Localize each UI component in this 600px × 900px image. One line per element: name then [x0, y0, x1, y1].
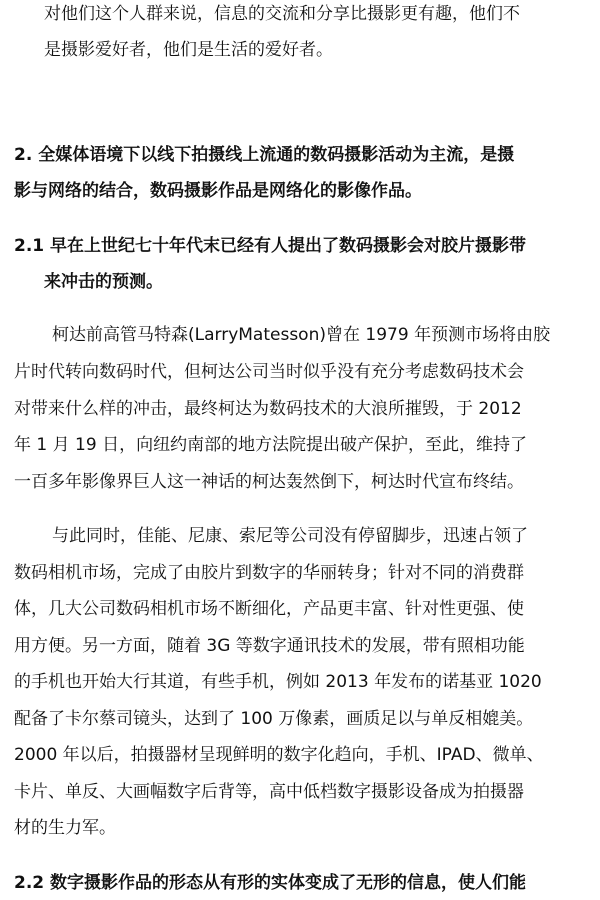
intro-line-1: 对他们这个人群来说，信息的交流和分享比摄影更有趣，他们不 [44, 4, 520, 24]
paragraph-2-line-7: 2000 年以后，拍摄器材呈现鲜明的数字化趋向，手机、IPAD、微单、 [14, 745, 544, 765]
paragraph-1-line-3: 对带来什么样的冲击，最终柯达为数码技术的大浪所摧毁，于 2012 [14, 399, 522, 419]
paragraph-1-line-4: 年 1 月 19 日，向纽约南部的地方法院提出破产保护，至此，维持了 [14, 435, 528, 455]
paragraph-2-line-8: 卡片、单反、大画幅数字后背等，高中低档数字摄影设备成为拍摄器 [14, 782, 524, 802]
section-2-1-heading-line-2: 来冲击的预测。 [44, 272, 163, 292]
paragraph-1-line-1: 柯达前高管马特森(LarryMatesson)曾在 1979 年预测市场将由胶 [52, 325, 551, 345]
paragraph-2-line-3: 体，几大公司数码相机市场不断细化，产品更丰富、针对性更强、使 [14, 599, 524, 619]
intro-line-2: 是摄影爱好者，他们是生活的爱好者。 [44, 40, 333, 60]
paragraph-1-line-5: 一百多年影像界巨人这一神话的柯达轰然倒下，柯达时代宣布终结。 [14, 472, 524, 492]
paragraph-2-line-1: 与此同时，佳能、尼康、索尼等公司没有停留脚步，迅速占领了 [52, 526, 528, 546]
paragraph-2-line-5: 的手机也开始大行其道，有些手机，例如 2013 年发布的诺基亚 1020 [14, 672, 542, 692]
paragraph-2-line-4: 用方便。另一方面，随着 3G 等数字通讯技术的发展，带有照相功能 [14, 636, 525, 656]
paragraph-2-line-2: 数码相机市场，完成了由胶片到数字的华丽转身；针对不同的消费群 [14, 563, 524, 583]
section-2-2-heading-line-1: 2.2 数字摄影作品的形态从有形的实体变成了无形的信息，使人们能 [14, 873, 527, 893]
paragraph-1-line-2: 片时代转向数码时代，但柯达公司当时似乎没有充分考虑数码技术会 [14, 362, 524, 382]
section-2-heading-line-2: 影与网络的结合，数码摄影作品是网络化的影像作品。 [14, 181, 422, 201]
paragraph-2-line-6: 配备了卡尔蔡司镜头，达到了 100 万像素，画质足以与单反相媲美。 [14, 709, 534, 729]
paragraph-2-line-9: 材的生力军。 [14, 818, 116, 838]
section-2-1-heading-line-1: 2.1 早在上世纪七十年代末已经有人提出了数码摄影会对胶片摄影带 [14, 236, 527, 256]
section-2-heading-line-1: 2. 全媒体语境下以线下拍摄线上流通的数码摄影活动为主流，是摄 [14, 145, 515, 165]
